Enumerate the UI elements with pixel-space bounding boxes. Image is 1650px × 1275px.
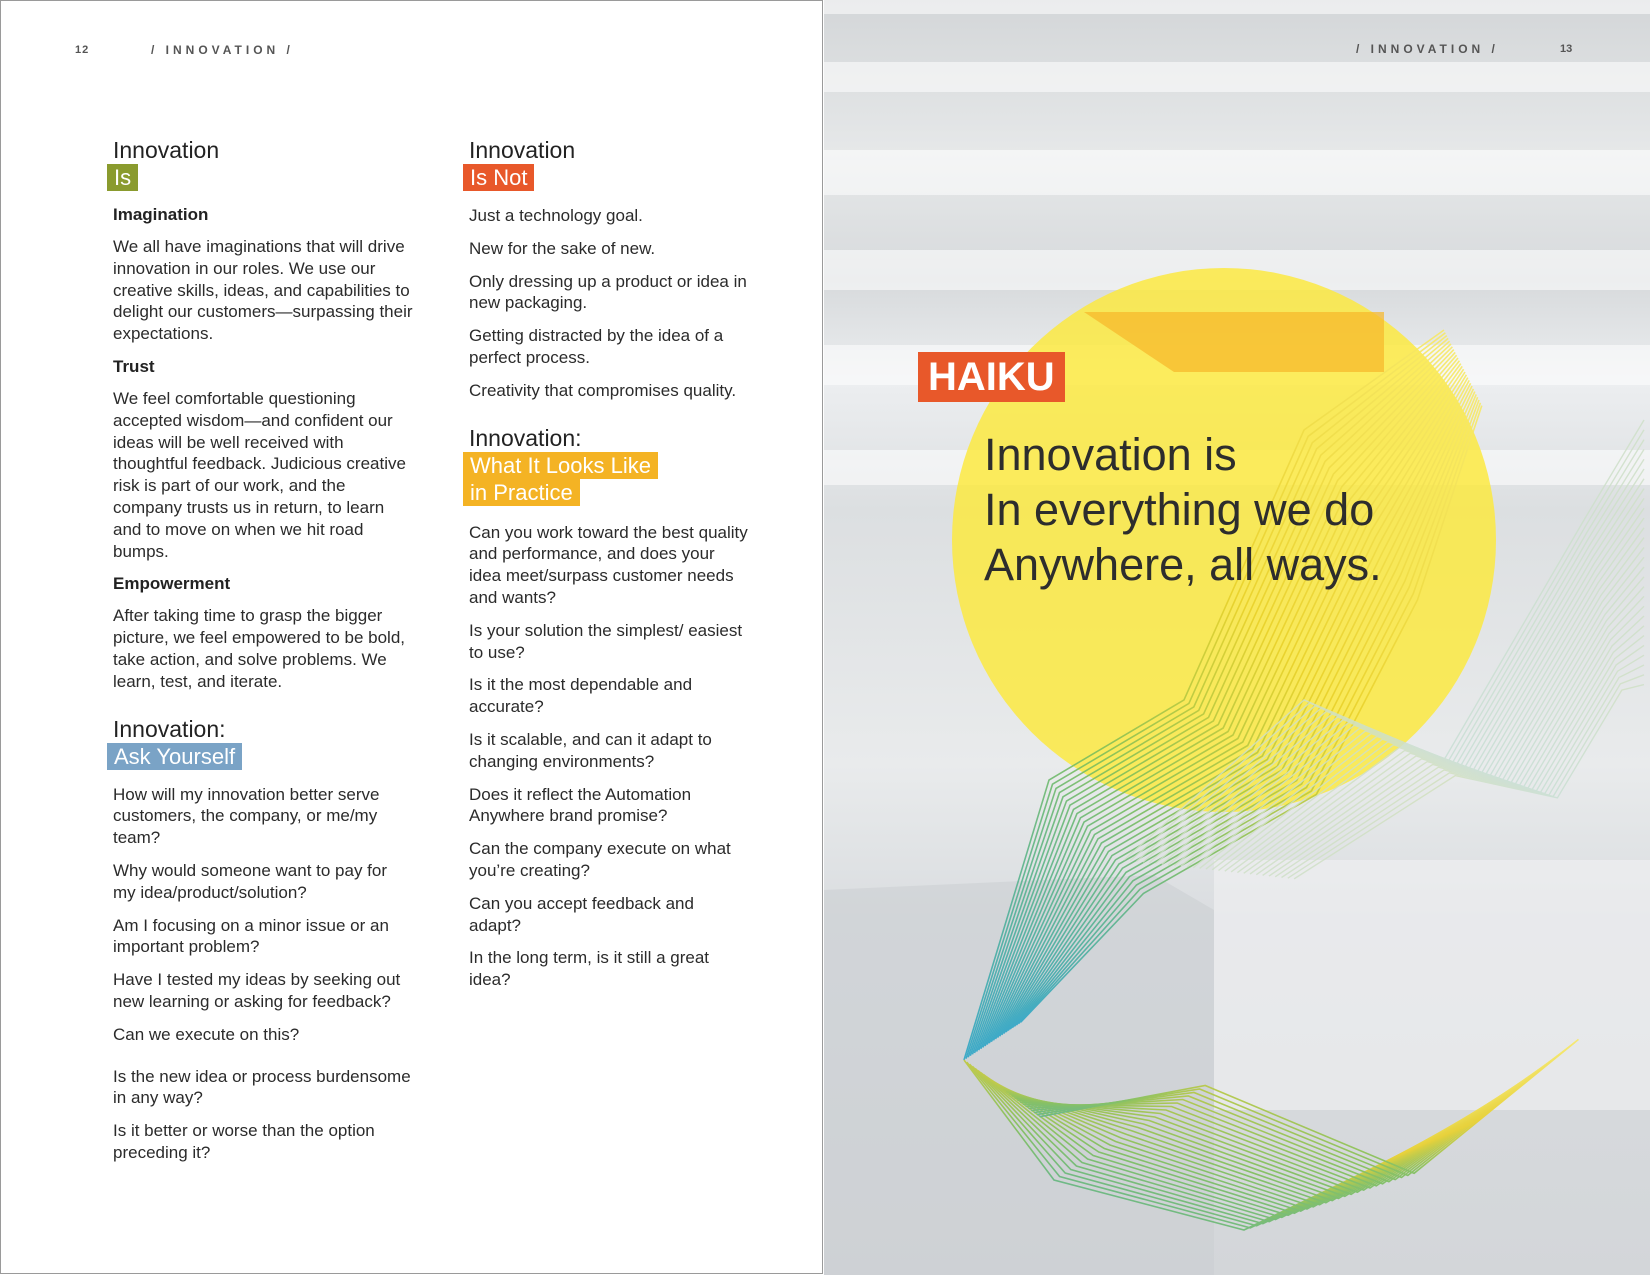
is-item-empowerment	[113, 573, 413, 692]
section-title-is-not: Innovation	[469, 137, 576, 163]
list-item: Is it the most dependable and accurate?	[469, 675, 693, 717]
is-item-trust	[113, 356, 413, 562]
practice-section	[469, 425, 749, 991]
item-text: We feel comfortable questioning accepted wisdom—and confident our ideas will be well received with thoughtful feedback. Judicious creative risk is part of our work, and the company trusts us in return, to learn and to move on when we hit road bumps.	[113, 388, 406, 561]
section-title-practice: Innovation:	[469, 424, 582, 451]
list-item: Is the new idea or process burdensome in any way?	[113, 1066, 411, 1108]
section-tag-is-not: Is Not	[463, 164, 534, 191]
section-title-ask: Innovation:	[113, 715, 226, 742]
list-item: Just a technology goal.	[469, 206, 643, 225]
tag-line: What It Looks Like	[463, 452, 658, 479]
stair-shadow	[824, 875, 1214, 1275]
is-item-imagination	[113, 204, 413, 345]
item-text: We all have imaginations that will drive innovation in our roles. We use our creative skills, ideas, and capabilities to delight our customers—surpassing their expectations.	[113, 237, 413, 344]
list-item: Creativity that compromises quality.	[469, 380, 737, 400]
item-heading: Imagination	[113, 205, 209, 224]
list-item: New for the sake of new.	[469, 238, 656, 258]
left-page	[0, 0, 823, 1274]
item-text: After taking time to grasp the bigger picture, we feel empowered to be bold, take action, and solve problems. We learn, test, and iterate.	[113, 606, 406, 691]
running-head: / INNOVATION /	[151, 43, 294, 57]
list-item: Does it reflect the Automation Anywhere brand promise?	[469, 784, 692, 826]
running-head: / INNOVATION /	[1356, 42, 1499, 56]
section-tag-practice	[469, 452, 749, 506]
haiku-line: Innovation is	[984, 429, 1237, 480]
list-item: Am I focusing on a minor issue or an important problem?	[113, 915, 389, 957]
right-column	[469, 137, 749, 991]
list-item: Can you accept feedback and adapt?	[469, 893, 694, 935]
list-item: Have I tested my ideas by seeking out new learning or asking for feedback?	[113, 970, 401, 1011]
ask-questions	[113, 784, 413, 1164]
list-item: In the long term, is it still a great idea?	[469, 948, 709, 990]
list-item: Can we execute on this?	[113, 1024, 300, 1044]
list-item: Can the company execute on what you’re creating?	[469, 839, 731, 880]
page-number: 13	[1560, 43, 1573, 55]
list-item: Getting distracted by the idea of a perfect process.	[469, 326, 724, 367]
tag-line: in Practice	[463, 479, 580, 506]
left-column	[113, 137, 413, 1164]
list-item: Can you work toward the best quality and performance, and does your idea meet/surpass customer needs and wants?	[469, 522, 748, 607]
page-number: 12	[75, 44, 90, 56]
ask-section	[113, 716, 413, 1164]
list-item: Only dressing up a product or idea in new packaging.	[469, 271, 747, 313]
item-heading: Trust	[113, 356, 155, 376]
list-item: Is it scalable, and can it adapt to changing environments?	[469, 729, 712, 771]
is-not-list	[469, 205, 749, 402]
haiku-line: Anywhere, all ways.	[984, 539, 1382, 590]
haiku-artwork	[824, 0, 1650, 1275]
stair-block	[1214, 860, 1650, 1110]
list-item: Why would someone want to pay for my idea/product/solution?	[113, 860, 388, 902]
list-item: Is your solution the simplest/ easiest to use?	[469, 620, 743, 662]
section-title-is: Innovation	[113, 137, 220, 163]
section-tag-is: Is	[107, 164, 138, 191]
practice-questions	[469, 522, 749, 991]
list-item: Is it better or worse than the option preceding it?	[113, 1121, 375, 1162]
list-item: How will my innovation better serve customers, the company, or me/my team?	[113, 784, 380, 848]
haiku-line: In everything we do	[984, 484, 1375, 535]
item-heading: Empowerment	[113, 574, 231, 594]
haiku-tag: HAIKU	[918, 352, 1065, 402]
section-tag-ask: Ask Yourself	[107, 743, 242, 770]
right-page	[824, 0, 1650, 1275]
